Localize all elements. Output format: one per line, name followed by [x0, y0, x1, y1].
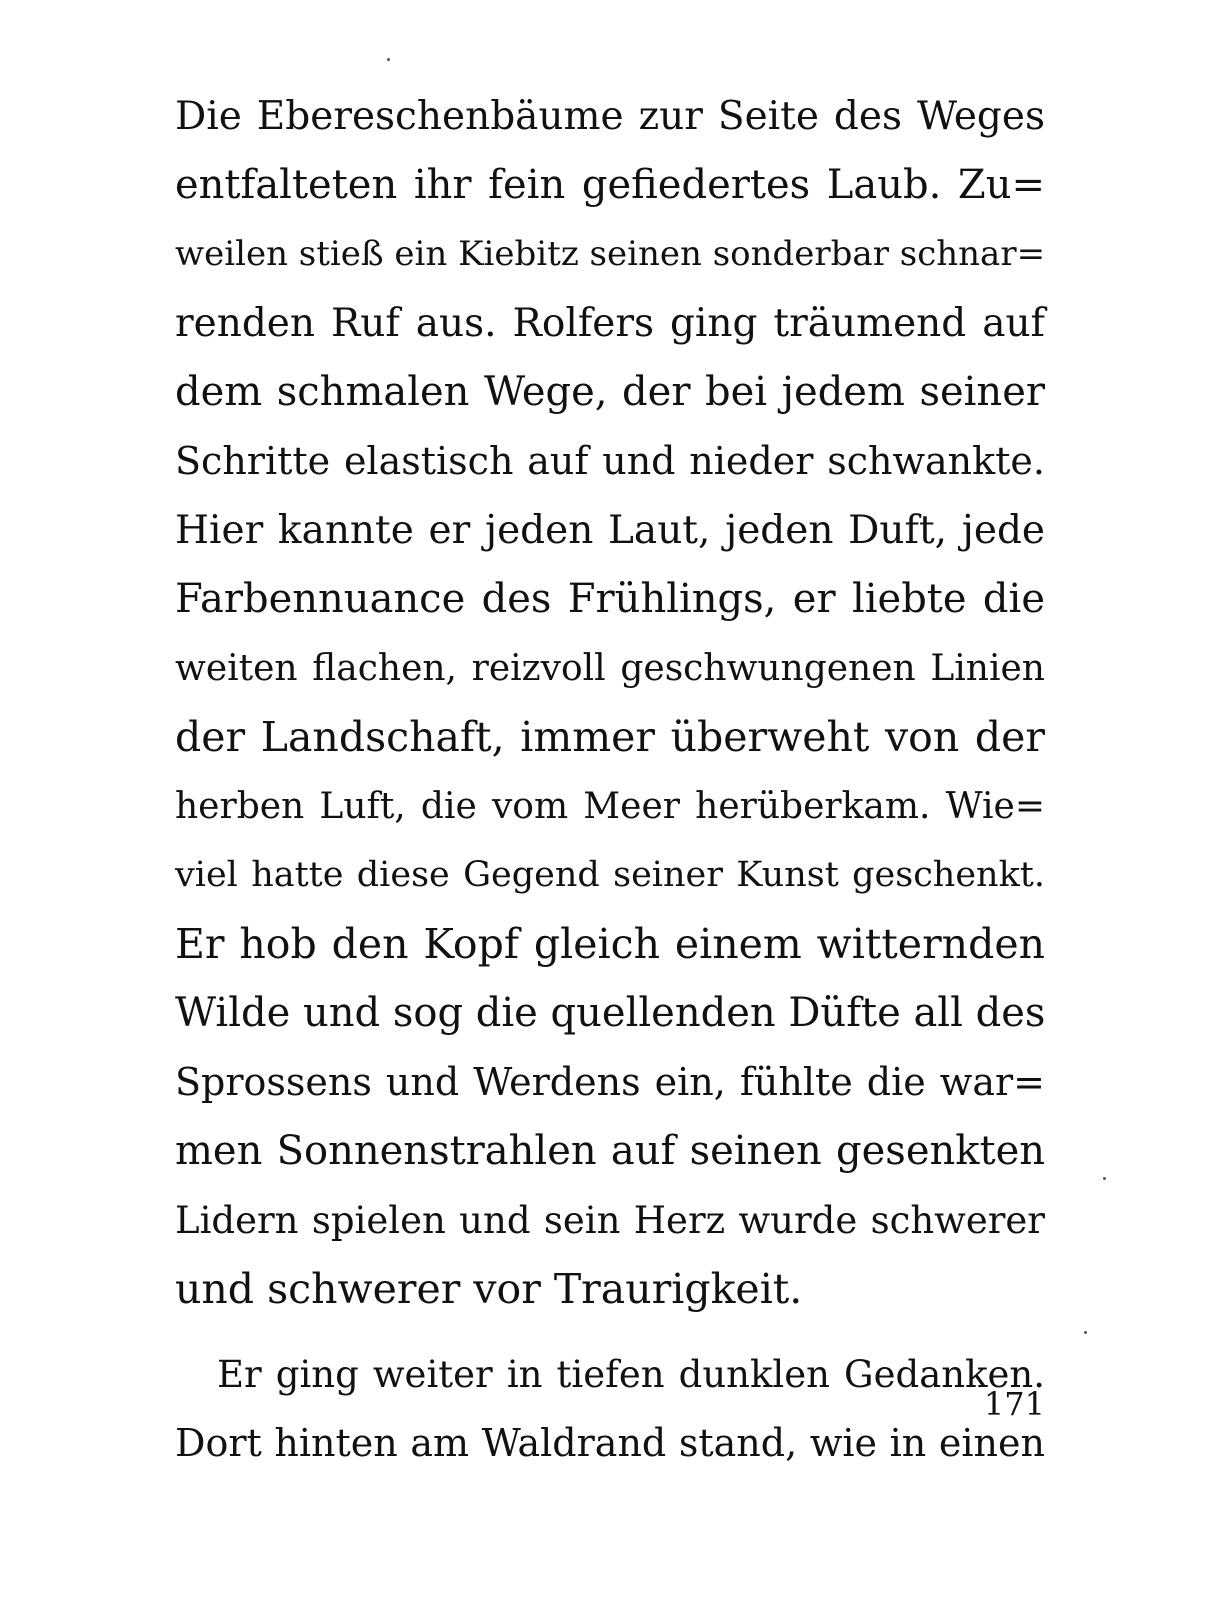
text-line: Schritte elastisch auf und nieder schwankte. [175, 439, 1045, 483]
text-line: weilen stieß ein Kiebitz seinen sonderbar schnar= [175, 234, 1046, 274]
body-text [175, 82, 1045, 1478]
text-line: Die Ebereschenbäume zur Seite des Weges [175, 94, 1045, 139]
text-line: men Sonnenstrahlen auf seinen gesenkten [175, 1128, 1045, 1174]
text-line: weiten flachen, reizvoll geschwungenen Linien [175, 648, 1045, 689]
scan-speck [387, 58, 390, 61]
text-line: Wilde und sog die quellenden Düfte all des [175, 990, 1046, 1036]
text-line: Dort hinten am Waldrand stand, wie in einen [175, 1421, 1045, 1465]
text-line: herben Luft, die vom Meer herüberkam. Wie= [175, 786, 1045, 827]
text-line: Er ging weiter in tiefen dunklen Gedanken. [217, 1353, 1045, 1396]
paragraph-gap [175, 1324, 1045, 1340]
page-number: 171 [983, 1385, 1045, 1423]
scan-speck [1084, 1331, 1087, 1334]
text-line: Farbennuance des Frühlings, er liebte die [175, 576, 1045, 622]
text-line: der Landschaft, immer überweht von der [175, 713, 1045, 761]
scan-speck [1103, 1177, 1106, 1180]
text-line: viel hatte diese Gegend seiner Kunst geschenkt. [175, 855, 1045, 895]
text-line: renden Ruf aus. Rolfers ging träumend auf [175, 301, 1045, 346]
text-line: Lidern spielen und sein Herz wurde schwerer [175, 1199, 1045, 1242]
text-line: dem schmalen Wege, der bei jedem seiner [175, 369, 1045, 415]
text-line: Sprossens und Werdens ein, fühlte die war= [175, 1060, 1045, 1104]
text-line: entfalteten ihr fein gefiedertes Laub. Zu= [175, 162, 1045, 208]
text-line: Hier kannte er jeden Laut, jeden Duft, jede [175, 508, 1045, 553]
text-line: Er hob den Kopf gleich einem witternden [175, 920, 1045, 968]
text-line: und schwerer vor Traurigkeit. [175, 1265, 803, 1313]
